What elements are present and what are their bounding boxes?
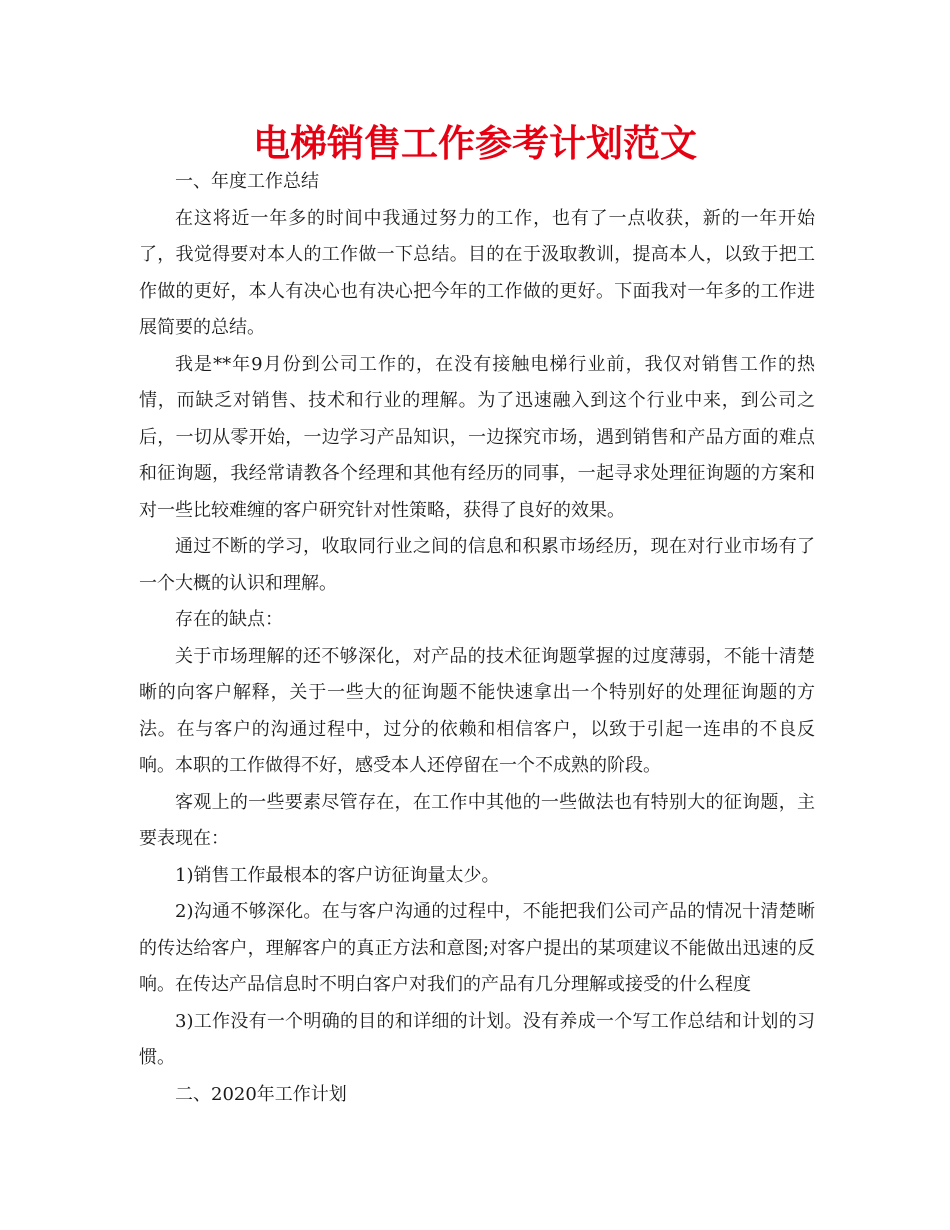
paragraph: 我是**年9月份到公司工作的，在没有接触电梯行业前，我仅对销售工作的热情，而缺乏对销售、技术和行业的理解。为了迅速融入到这个行业中来，到公司之后，一切从零开始，一边学习产品知识，一边探究市场，遇到销售和产品方面的难点和征询题，我经常请教各个经理和其他有经历的同事，一起寻求处理征询题的方案和对一些比较难缠的客户研究针对性策略，获得了良好的效果。	[139, 353, 815, 521]
document-body	[139, 164, 815, 1113]
paragraph: 客观上的一些要素尽管存在，在工作中其他的一些做法也有特别大的征询题，主要表现在：	[139, 791, 815, 849]
document-title: 电梯销售工作参考计划范文	[253, 122, 697, 165]
paragraph: 存在的缺点：	[175, 609, 283, 630]
paragraph: 关于市场理解的还不够深化，对产品的技术征询题掌握的过度薄弱，不能十清楚晰的向客户解释，关于一些大的征询题不能快速拿出一个特别好的处理征询题的方法。在与客户的沟通过程中，过分的依赖和相信客户，以致于引起一连串的不良反响。本职的工作做得不好，感受本人还停留在一个不成熟的阶段。	[139, 645, 815, 776]
paragraph: 通过不断的学习，收取同行业之间的信息和积累市场经历，现在对行业市场有了一个大概的认识和理解。	[139, 536, 815, 594]
paragraph-section-heading-1: 一、年度工作总结	[175, 171, 319, 192]
list-item: 1)销售工作最根本的客户访征询量太少。	[175, 864, 500, 886]
paragraph: 在这将近一年多的时间中我通过努力的工作，也有了一点收获，新的一年开始了，我觉得要对本人的工作做一下总结。目的在于汲取教训，提高本人，以致于把工作做的更好，本人有决心也有决心把今年的工作做的更好。下面我对一年多的工作进展简要的总结。	[139, 207, 815, 338]
paragraph-section-heading-2: 二、2020年工作计划	[175, 1083, 347, 1105]
list-item: 2)沟通不够深化。在与客户沟通的过程中，不能把我们公司产品的情况十清楚晰的传达给客户，理解客户的真正方法和意图;对客户提出的某项建议不能做出迅速的反响。在传达产品信息时不明白客户对我们的产品有几分理解或接受的什么程度	[139, 901, 815, 995]
list-item: 3)工作没有一个明确的目的和详细的计划。没有养成一个写工作总结和计划的习惯。	[139, 1010, 815, 1068]
